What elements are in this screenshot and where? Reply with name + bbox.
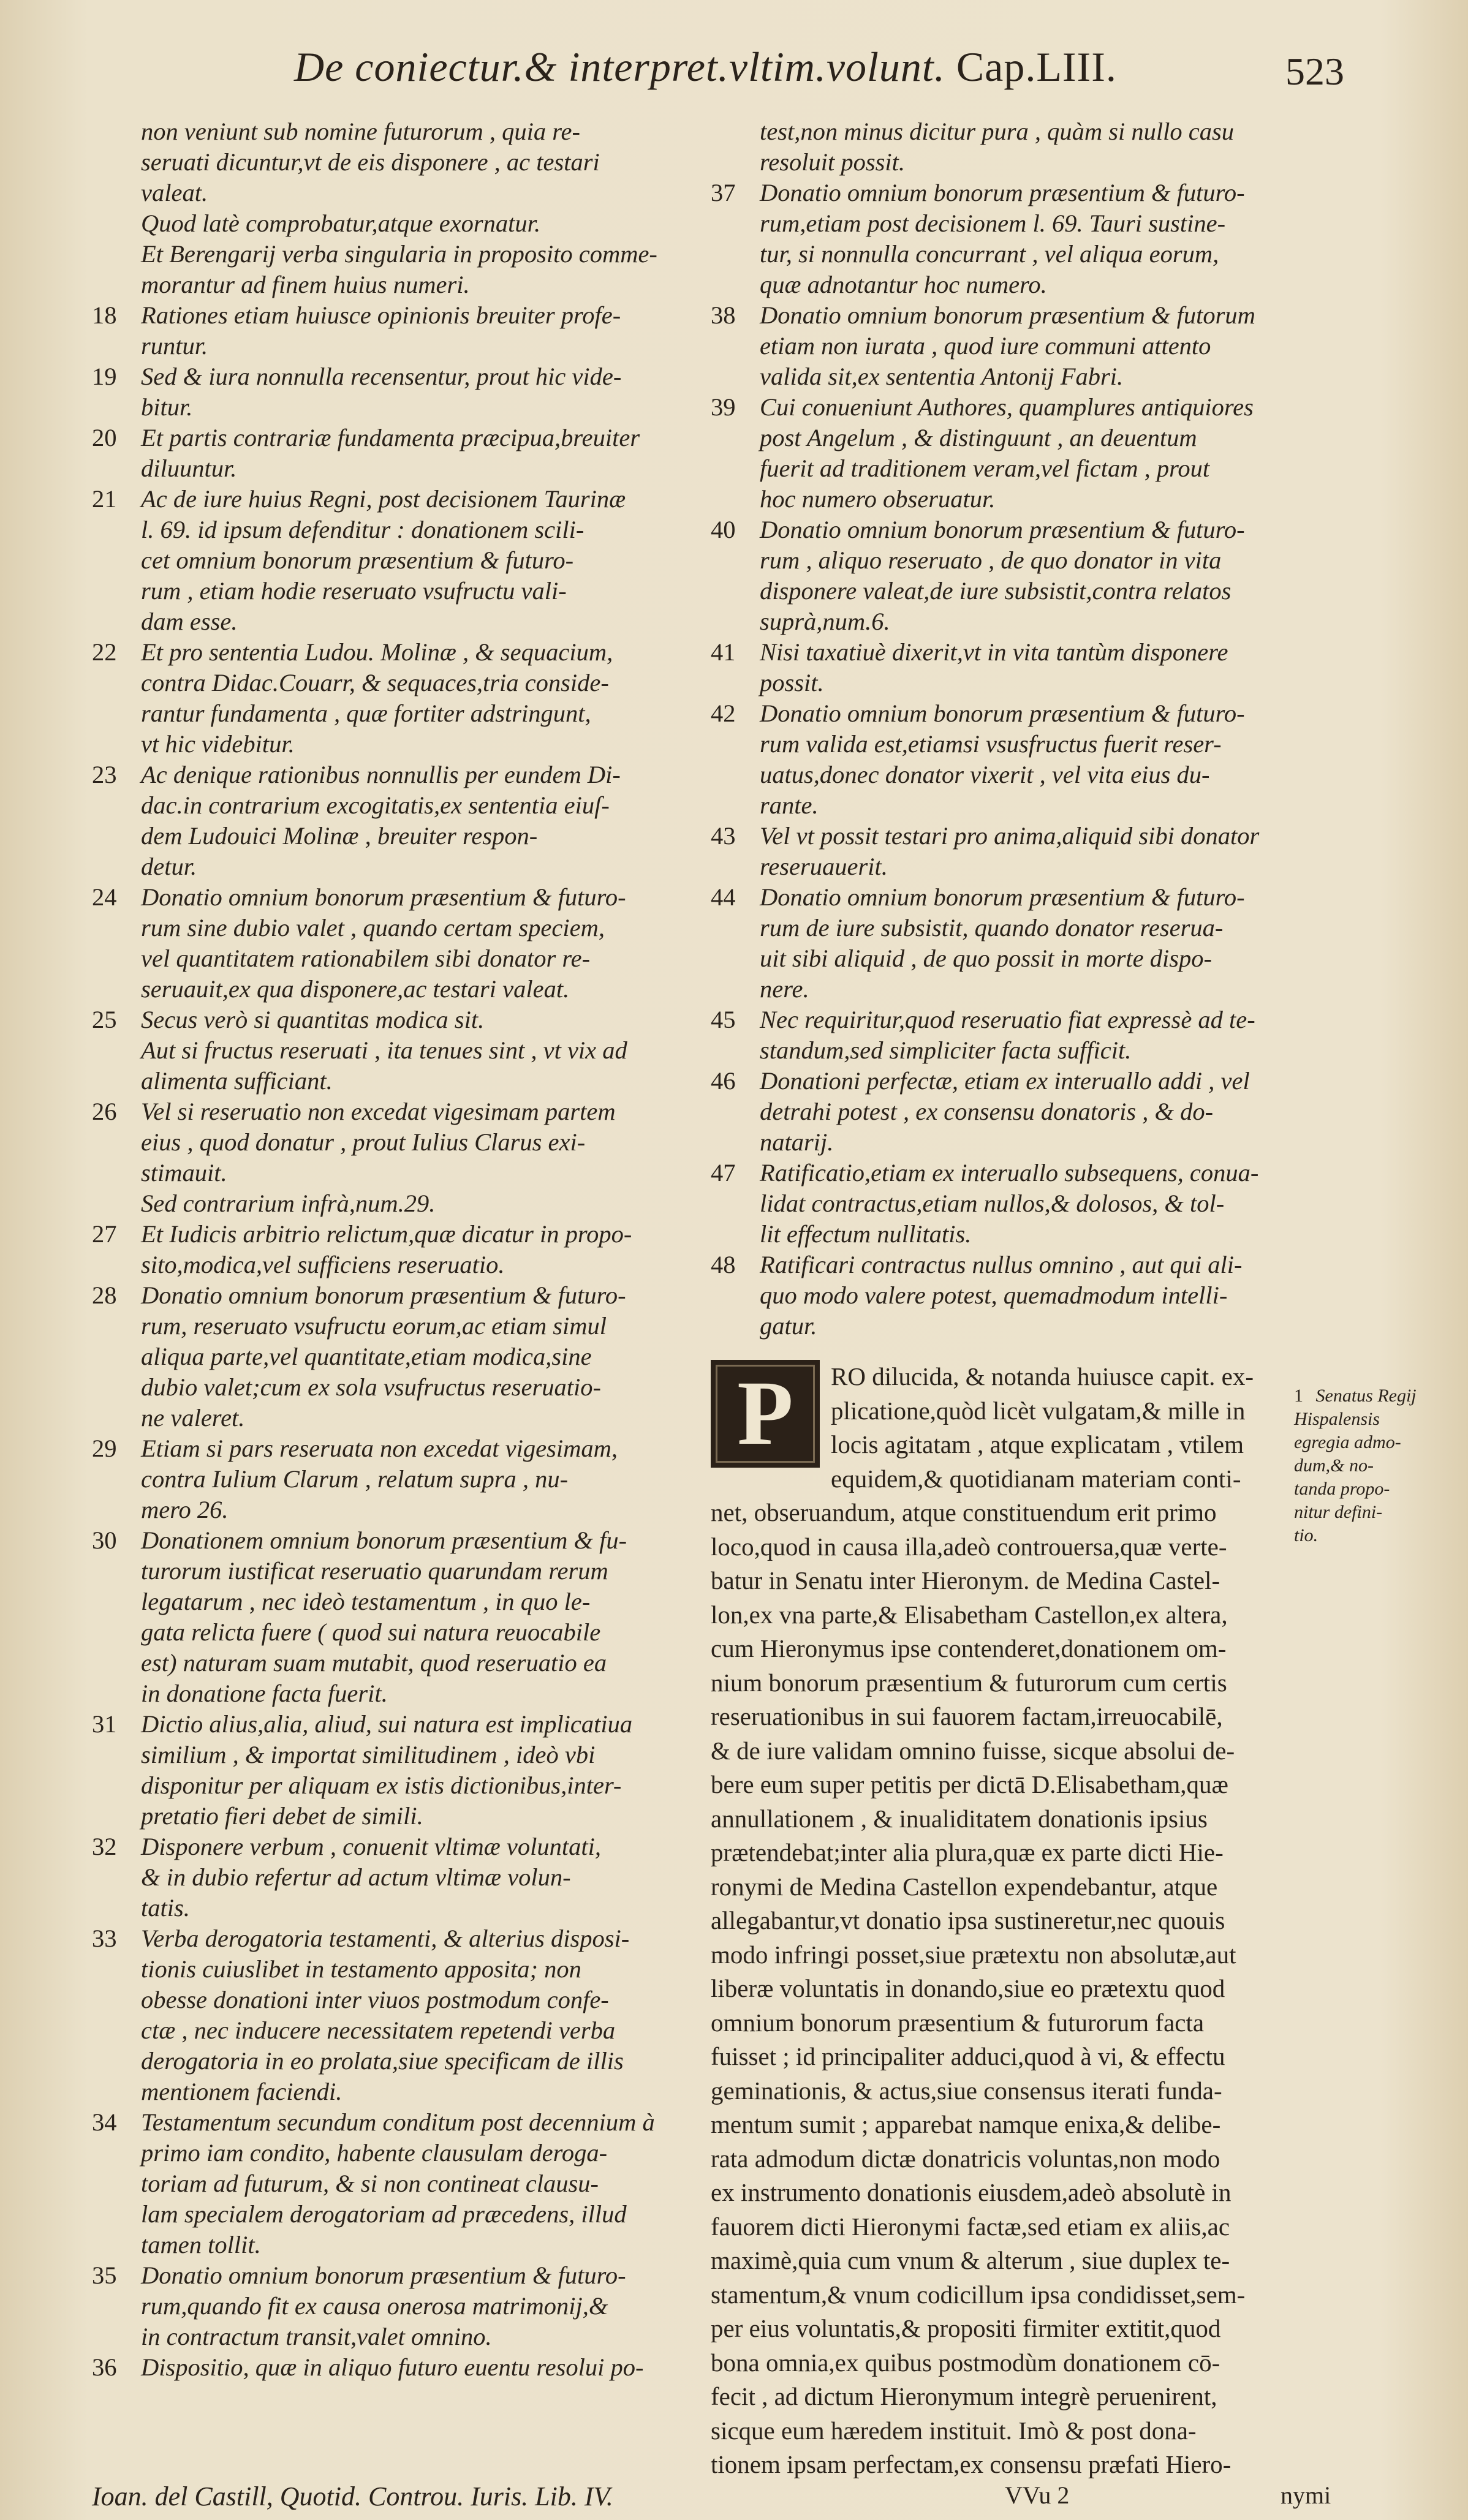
summary-entry-number — [92, 239, 141, 300]
summary-entry-number: 21 — [92, 485, 117, 513]
summary-entry-number: 19 — [92, 363, 117, 390]
marginal-note-text: Senatus Regij Hispalensis egregia admo- dum,& no- tanda propo- nitur defini- tio. — [1294, 1386, 1417, 1545]
summary-entry-text: Donatio omnium bonorum præsentium & futuro- rum, reseruato vsufructu eorum,ac etiam simul aliqua parte,vel quantitate,etiam modica,sine dubio valet;cum ex sola vsufructus reseruatio- ne valeret. — [141, 1281, 626, 1432]
summary-entry — [92, 2260, 668, 2352]
summary-entry-text: Ratificari contractus nullus omnino , aut qui ali- quo modo valere potest, quemadmodum intelli- gatur. — [760, 1251, 1243, 1340]
summary-entry-text: Cui conueniunt Authores, quamplures antiquiores post Angelum , & distinguunt , an deuentum fuerit ad traditionem veram,vel fictam , prout hoc numero obseruatur. — [760, 393, 1254, 513]
summary-entry-text: Secus verò si quantitas modica sit. — [141, 1006, 485, 1033]
summary-entry — [92, 1923, 668, 2107]
page-number: 523 — [1285, 50, 1344, 93]
summary-entry — [92, 484, 668, 637]
summary-entry-number — [711, 116, 760, 178]
summary-entry — [92, 637, 668, 760]
summary-entry-number: 30 — [92, 1526, 117, 1554]
summary-entry-text: Nec requiritur,quod reseruatio fiat expressè ad te- standum,sed simpliciter facta sufficit. — [760, 1006, 1255, 1064]
main-paragraph: RO dilucida, & notanda huiusce capit. ex- plicatione,quòd licèt vulgatam,& mille in locis agitatam , atque explicatam , vtilem equidem,& quotidianam materiam conti- net, obseruandum, atque constituendum erit primo loco,quod in causa illa,adeò controuersa,quæ verte- batur in Senatu inter Hieronym. de Medina Castel- lon,ex vna parte,& Elisabetham Castellon,ex altera, cum Hieronymus ipse contenderet,donationem om- nium bonorum præsentium & futurorum cum certis reseruationibus in sui fauorem factam,irreuocabilē, & de iure validam omnino fuisse, sicque absolui de- bere eum super petitis per dictā D.Elisabetham,quæ annullationem , & inualiditatem donationis ipsius prætendebat;inter alia plura,quæ ex parte dicti Hie- ronymi de Medina Castellon expendebantur, atque allegabantur,vt donatio ipsa sustineretur,nec quouis modo infringi posset,siue prætextu non absolutæ,aut liberæ voluntatis in donando,siue eo prætextu quod omnium bonorum præsentium & futurorum facta fuisset ; id principaliter adduci,quod à vi, & effectu geminationis, & actus,siue consensus iterati funda- mentum sumit ; apparebat namque enixa,& delibe- rata admodum dictæ donatricis voluntas,non modo ex instrumento donationis eiusdem,adeò absolutè in fauorem dicti Hieronymi factæ,sed etiam ex aliis,ac maximè,quia cum vnum & alterum , siue duplex te- stamentum,& vnum codicillum ipsa condidisset,sem- per eius voluntatis,& propositi firmiter extitit,quod bona omnia,ex quibus postmodùm donationem cō- fecit , ad dictum Hieronymum integrè peruenirent, sicque eum hæredem instituit. Imò & post dona- tionem ipsam perfectam,ex consensu præfati Hiero- — [711, 1362, 1254, 2478]
summary-entry — [92, 760, 668, 882]
summary-entry — [92, 1035, 668, 1096]
summary-column-left — [92, 116, 668, 2383]
summary-entry-number: 25 — [92, 1006, 117, 1033]
summary-entry — [92, 1188, 668, 1219]
summary-entry-number: 22 — [92, 638, 117, 666]
summary-entry — [92, 1709, 668, 1832]
summary-entry-text: Donatio omnium bonorum præsentium & futuro- rum,etiam post decisionem l. 69. Tauri sustine- tur, si nonnulla concurrant , vel aliqua eorum, quæ adnotantur hoc numero. — [760, 179, 1245, 298]
summary-entry — [711, 392, 1287, 515]
summary-entry-number: 20 — [92, 424, 117, 451]
summary-entry-text: Et partis contrariæ fundamenta præcipua,breuiter diluuntur. — [141, 424, 640, 482]
summary-entry-number: 36 — [92, 2353, 117, 2381]
summary-entry — [711, 882, 1287, 1005]
summary-entry — [711, 1066, 1287, 1158]
summary-entry-text: Donationi perfectæ, etiam ex interuallo addi , vel detrahi potest , ex consensu donatoris , & do- natarij. — [760, 1067, 1250, 1156]
summary-entry-number: 29 — [92, 1435, 117, 1462]
summary-entry-text: Et Berengarij verba singularia in proposito comme- morantur ad finem huius numeri. — [141, 240, 657, 298]
summary-entry — [711, 116, 1287, 178]
summary-entry — [92, 361, 668, 423]
summary-entry-number: 47 — [711, 1159, 736, 1186]
summary-entry-number: 28 — [92, 1281, 117, 1309]
summary-entry-text: Donatio omnium bonorum præsentium & futuro- rum , aliquo reseruato , de quo donator in vita disponere valeat,de iure subsistit,contra relatos suprà,num.6. — [760, 516, 1245, 635]
summary-entry — [92, 1096, 668, 1188]
summary-entry-number — [92, 1035, 141, 1096]
summary-entry-number: 24 — [92, 883, 117, 911]
summary-entry-number: 48 — [711, 1251, 736, 1278]
summary-entry-text: Donatio omnium bonorum præsentium & futuro- rum sine dubio valet , quando certam speciem, vel quantitatem rationabilem sibi donator re- seruauit,ex qua disponere,ac testari valeat. — [141, 883, 626, 1003]
summary-entry-number — [92, 208, 141, 239]
dropcap-initial: P — [711, 1360, 820, 1468]
summary-entry-number: 39 — [711, 393, 736, 421]
summary-entry-text: Donatio omnium bonorum præsentium & futuro- rum valida est,etiamsi vsusfructus fuerit reser- uatus,donec donator vixerit , vel vita eius du- rante. — [760, 700, 1245, 819]
summary-entry-text: Etiam si pars reseruata non excedat vigesimam, contra Iulium Clarum , relatum supra , nu- mero 26. — [141, 1435, 618, 1523]
summary-entry-text: Quod latè comprobatur,atque exornatur. — [141, 209, 541, 237]
summary-entry — [711, 1005, 1287, 1066]
summary-entry-number: 42 — [711, 700, 736, 727]
summary-entry-text: Testamentum secundum conditum post decennium à primo iam condito, habente clausulam deroga- toriam ad futurum, & si non contineat clausu- lam specialem derogatoriam ad præcedens, illud tamen tollit. — [141, 2108, 655, 2258]
summary-entry — [92, 1005, 668, 1035]
summary-entry-text: Aut si fructus reseruati , ita tenues sint , vt vix ad alimenta sufficiant. — [141, 1036, 627, 1095]
summary-entry — [711, 698, 1287, 821]
summary-entry-text: Disponere verbum , conuenit vltimæ voluntati, & in dubio refertur ad actum vltimæ volun- tatis. — [141, 1833, 601, 1922]
summary-entry — [92, 1525, 668, 1709]
summary-entry — [711, 178, 1287, 300]
summary-entry-number: 34 — [92, 2108, 117, 2136]
summary-entry — [711, 1250, 1287, 1341]
summary-entry — [92, 2107, 668, 2260]
chapter-number: Cap.LIII. — [956, 43, 1117, 90]
page-footer — [0, 2481, 1468, 2518]
summary-entry-text: Donationem omnium bonorum præsentium & fu- turorum iustificat reseruatio quarundam rerum legatarum , nec ideò testamentum , in quo le- gata relicta fuere ( quod sui natura reuocabile est) naturam suam mutabit, quod reseruatio ea in donatione facta fuerit. — [141, 1526, 627, 1707]
summary-entry-number: 35 — [92, 2262, 117, 2289]
main-text — [711, 1360, 1287, 2482]
summary-entry — [92, 882, 668, 1005]
summary-entry — [92, 116, 668, 208]
summary-entry-text: Dictio alius,alia, aliud, sui natura est implicatiua similium , & importat similitudinem , ideò vbi disponitur per aliquam ex istis dictionibus,inter- pretatio fieri debet de simili. — [141, 1710, 633, 1830]
summary-entry-text: Et Iudicis arbitrio relictum,quæ dicatur in propo- sito,modica,vel sufficiens reseruatio. — [141, 1220, 632, 1278]
summary-entry-text: Rationes etiam huiusce opinionis breuiter profe- runtur. — [141, 301, 621, 360]
marginal-note-number: 1 — [1294, 1386, 1303, 1406]
summary-entry — [92, 1280, 668, 1433]
summary-entry-text: Donatio omnium bonorum præsentium & futorum etiam non iurata , quod iure communi attento valida sit,ex sententia Antonij Fabri. — [760, 301, 1255, 390]
summary-entry-number: 26 — [92, 1098, 117, 1125]
summary-entry — [92, 300, 668, 361]
summary-entry — [711, 1158, 1287, 1250]
summary-entry-number: 23 — [92, 761, 117, 788]
summary-entry — [92, 423, 668, 484]
catchword: nymi — [1281, 2481, 1331, 2509]
summary-entry-number: 18 — [92, 301, 117, 329]
summary-entry-number: 40 — [711, 516, 736, 543]
running-head — [0, 39, 1468, 107]
summary-entry-text: Ac denique rationibus nonnullis per eundem Di- dac.in contrarium excogitatis,ex sententia eiuſ- dem Ludouici Molinæ , breuiter respon- detur. — [141, 761, 621, 880]
summary-entry-number — [92, 1188, 141, 1219]
summary-entry-number: 32 — [92, 1833, 117, 1860]
marginal-note — [1294, 1384, 1447, 1547]
summary-entry-number: 33 — [92, 1925, 117, 1952]
running-title — [294, 43, 1117, 91]
summary-entry-number: 31 — [92, 1710, 117, 1738]
summary-entry — [92, 208, 668, 239]
summary-entry-text: Donatio omnium bonorum præsentium & futuro- rum de iure subsistit, quando donator reserua- uit sibi aliquid , de quo possit in morte dispo- nere. — [760, 883, 1245, 1003]
summary-entry — [711, 515, 1287, 637]
summary-entry-text: Donatio omnium bonorum præsentium & futuro- rum,quando fit ex causa onerosa matrimonij,& in contractum transit,valet omnino. — [141, 2262, 626, 2350]
footer-author-line: Ioan. del Castill, Quotid. Controu. Iuris. Lib. IV. — [92, 2481, 613, 2511]
running-title-text: De coniectur.& interpret.vltim.volunt. — [294, 43, 945, 90]
summary-entry-text: Sed contrarium infrà,num.29. — [141, 1190, 436, 1217]
summary-entry-number: 41 — [711, 638, 736, 666]
summary-entry-number — [92, 116, 141, 208]
summary-entry-text: Ratificatio,etiam ex interuallo subsequens, conua- lidat contractus,etiam nullos,& dolosos, & tol- lit effectum nullitatis. — [760, 1159, 1259, 1248]
summary-entry-text: test,non minus dicitur pura , quàm si nullo casu resoluit possit. — [760, 118, 1235, 176]
summary-entry-text: Et pro sententia Ludou. Molinæ , & sequacium, contra Didac.Couarr, & sequaces,tria conside- rantur fundamenta , quæ fortiter adstringunt, vt hic videbitur. — [141, 638, 613, 758]
summary-entry-number: 46 — [711, 1067, 736, 1095]
summary-entry-text: Vel vt possit testari pro anima,aliquid sibi donator reseruauerit. — [760, 822, 1260, 880]
summary-entry-number: 44 — [711, 883, 736, 911]
summary-entry-number: 27 — [92, 1220, 117, 1248]
summary-entry-number: 43 — [711, 822, 736, 850]
summary-entry-text: Nisi taxatiuè dixerit,vt in vita tantùm disponere possit. — [760, 638, 1228, 696]
summary-entry-text: Verba derogatoria testamenti, & alterius disposi- tionis cuiuslibet in testamento apposita; non obesse donationi inter viuos postmodum confe- ctæ , nec inducere necessitatem repetendi verba derogatoria in eo prolata,siue specificam de illis mentionem faciendi. — [141, 1925, 630, 2105]
summary-entry — [711, 821, 1287, 882]
summary-entry-text: Ac de iure huius Regni, post decisionem Taurinæ l. 69. id ipsum defenditur : donationem scili- cet omnium bonorum præsentium & futuro- rum , etiam hodie reseruato vsufructu vali- dam esse. — [141, 485, 626, 635]
signature-mark: VVu 2 — [1005, 2481, 1070, 2509]
summary-entry — [92, 1219, 668, 1280]
summary-entry-text: Sed & iura nonnulla recensentur, prout hic vide- bitur. — [141, 363, 622, 421]
summary-entry — [711, 637, 1287, 698]
summary-entry-text: Vel si reseruatio non excedat vigesimam partem eius , quod donatur , prout Iulius Clarus exi- stimauit. — [141, 1098, 616, 1186]
summary-entry-number: 37 — [711, 179, 736, 206]
summary-entry — [92, 1433, 668, 1525]
summary-entry — [92, 2352, 668, 2383]
summary-entry-number: 38 — [711, 301, 736, 329]
summary-entry — [92, 1832, 668, 1923]
summary-entry-text: non veniunt sub nomine futurorum , quia re- seruati dicuntur,vt de eis disponere , ac testari valeat. — [141, 118, 600, 206]
summary-entry-number: 45 — [711, 1006, 736, 1033]
summary-entry — [711, 300, 1287, 392]
summary-entry-text: Dispositio, quæ in aliquo futuro euentu resolui po- — [141, 2353, 644, 2381]
summary-column-right — [711, 116, 1287, 1341]
summary-entry — [92, 239, 668, 300]
